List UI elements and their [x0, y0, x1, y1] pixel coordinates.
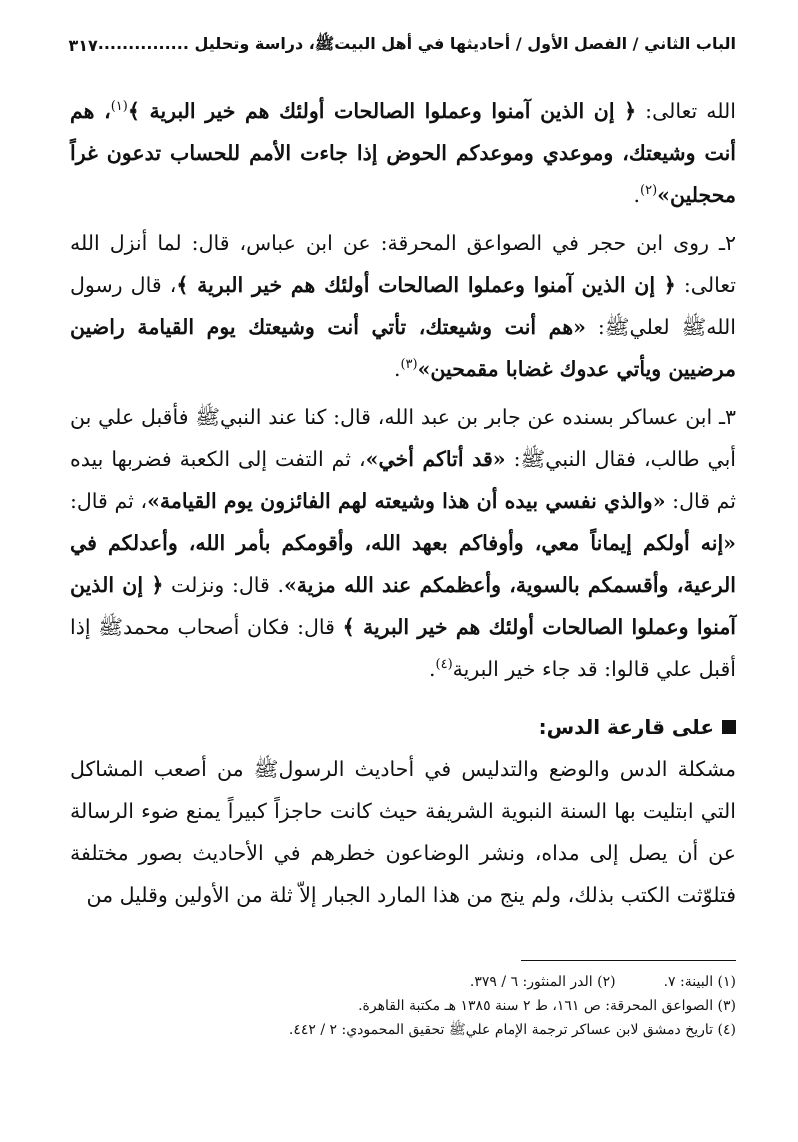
- p1-hadith: ، هم أنت وشيعتك، وموعدي وموعدكم الحوض إذا جاءت الأمم للحساب تدعون غراً محجلين»: [70, 99, 736, 207]
- p3-text-3: ، ثم قال:: [70, 489, 148, 513]
- footnote-2: (٢) الدر المنثور: ٦ / ٣٧٩.: [469, 974, 616, 990]
- footnotes: [70, 970, 736, 1042]
- p2-text: ٢ـ روى ابن حجر في الصواعق المحرقة: عن ابن عباس، قال: لما أنزل الله تعالى:: [70, 231, 736, 297]
- footnote-1: (١) البينة: ٧.: [663, 974, 736, 990]
- footnote-row-1: [70, 970, 736, 994]
- square-bullet-icon: [722, 720, 736, 734]
- p3-text-2: ، ثم التفت إلى الكعبة فضربها بيده ثم قال:: [70, 447, 736, 513]
- footnote-ref-2: (٢): [640, 183, 658, 199]
- p2-end: .: [393, 357, 401, 381]
- footnote-3: (٣) الصواعق المحرقة: ص ١٦١، ط ٢ سنة ١٣٨٥ هـ مكتبة القاهرة.: [358, 998, 736, 1014]
- p3-text: ٣ـ ابن عساكر بسنده عن جابر بن عبد الله، قال: كنا عند النبيﷺ فأقبل علي بن أبي طالب، فقال النبيﷺ:: [70, 405, 736, 471]
- header-title: [98, 34, 736, 57]
- p3-quran-verse: ﴿ إن الذين آمنوا وعملوا الصالحات أولئك هم خير البرية ﴾: [70, 573, 737, 639]
- p3-quote-3: «إنه أولكم إيماناً معي، وأوفاكم بعهد الله، وأقومكم بأمر الله، وأعدلكم في الرعية، وأقسمكم بالسوية، وأعظمكم عند الله مزية»: [70, 531, 736, 597]
- p2-quran-verse: ﴿ إن الذين آمنوا وعملوا الصالحات أولئك هم خير البرية ﴾: [176, 273, 676, 297]
- section-heading: [70, 706, 736, 748]
- header-leader-dots: ...............: [97, 33, 189, 53]
- paragraph-3: [70, 396, 736, 690]
- header-title-text: الباب الثاني / الفصل الأول / أحاديثها في أهل البيتﷺ، دراسة وتحليل: [194, 33, 736, 53]
- footnote-ref-1: (١): [110, 99, 128, 115]
- footnote-divider: [521, 960, 736, 961]
- running-header: [70, 30, 736, 60]
- p3-end: .: [429, 657, 436, 681]
- p1-end: .: [633, 183, 641, 207]
- p3-quote-2: «والذي نفسي بيده أن هذا وشيعته لهم الفائزون يوم القيامة»: [147, 489, 666, 513]
- p1-quran-verse: ﴿ إن الذين آمنوا وعملوا الصالحات أولئك هم خير البرية ﴾: [127, 99, 637, 123]
- section-heading-text: على قارعة الدس:: [538, 715, 714, 739]
- p3-quote-1: «قد أتاكم أخي»: [365, 447, 506, 471]
- footnote-ref-3: (٣): [400, 357, 418, 373]
- paragraph-4: مشكلة الدس والوضع والتدليس في أحاديث الرسولﷺ من أصعب المشاكل التي ابتليت بها السنة النبوية الشريفة حيث كانت حاجزاً كبيراً يمنع ضوء الرسالة عن أن يصل إلى مداه، ونشر الوضاعون خطرهم في الأحاديث بصور مختلفة فتلوّثت الكتب بذلك، ولم ينج من هذا المارد الجبار إلاّ ثلة من الأولين وقليل من: [70, 757, 736, 907]
- footnote-ref-4: (٤): [435, 657, 453, 673]
- footnote-4: (٤) تاريخ دمشق لابن عساكر ترجمة الإمام عليﷺ تحقيق المحمودي: ٢ / ٤٤٢.: [288, 1022, 736, 1038]
- p3-text-4: . قال: ونزلت: [163, 573, 284, 597]
- page-number: ٣١٧: [68, 35, 98, 55]
- p3-text-5: قال: فكان أصحاب محمدﷺ إذا أقبل علي قالوا: قد جاء خير البرية: [70, 615, 736, 681]
- paragraph-2: [70, 222, 736, 390]
- main-text: [70, 90, 736, 922]
- paragraph-1: [70, 90, 736, 216]
- p2-text-2: ، قال رسول اللهﷺ لعليﷺ:: [70, 273, 736, 339]
- p1-text: الله تعالى:: [636, 99, 736, 123]
- p2-hadith: «هم أنت وشيعتك، تأتي أنت وشيعتك يوم القيامة راضين مرضيين ويأتي عدوك غضابا مقمحين»: [70, 315, 736, 381]
